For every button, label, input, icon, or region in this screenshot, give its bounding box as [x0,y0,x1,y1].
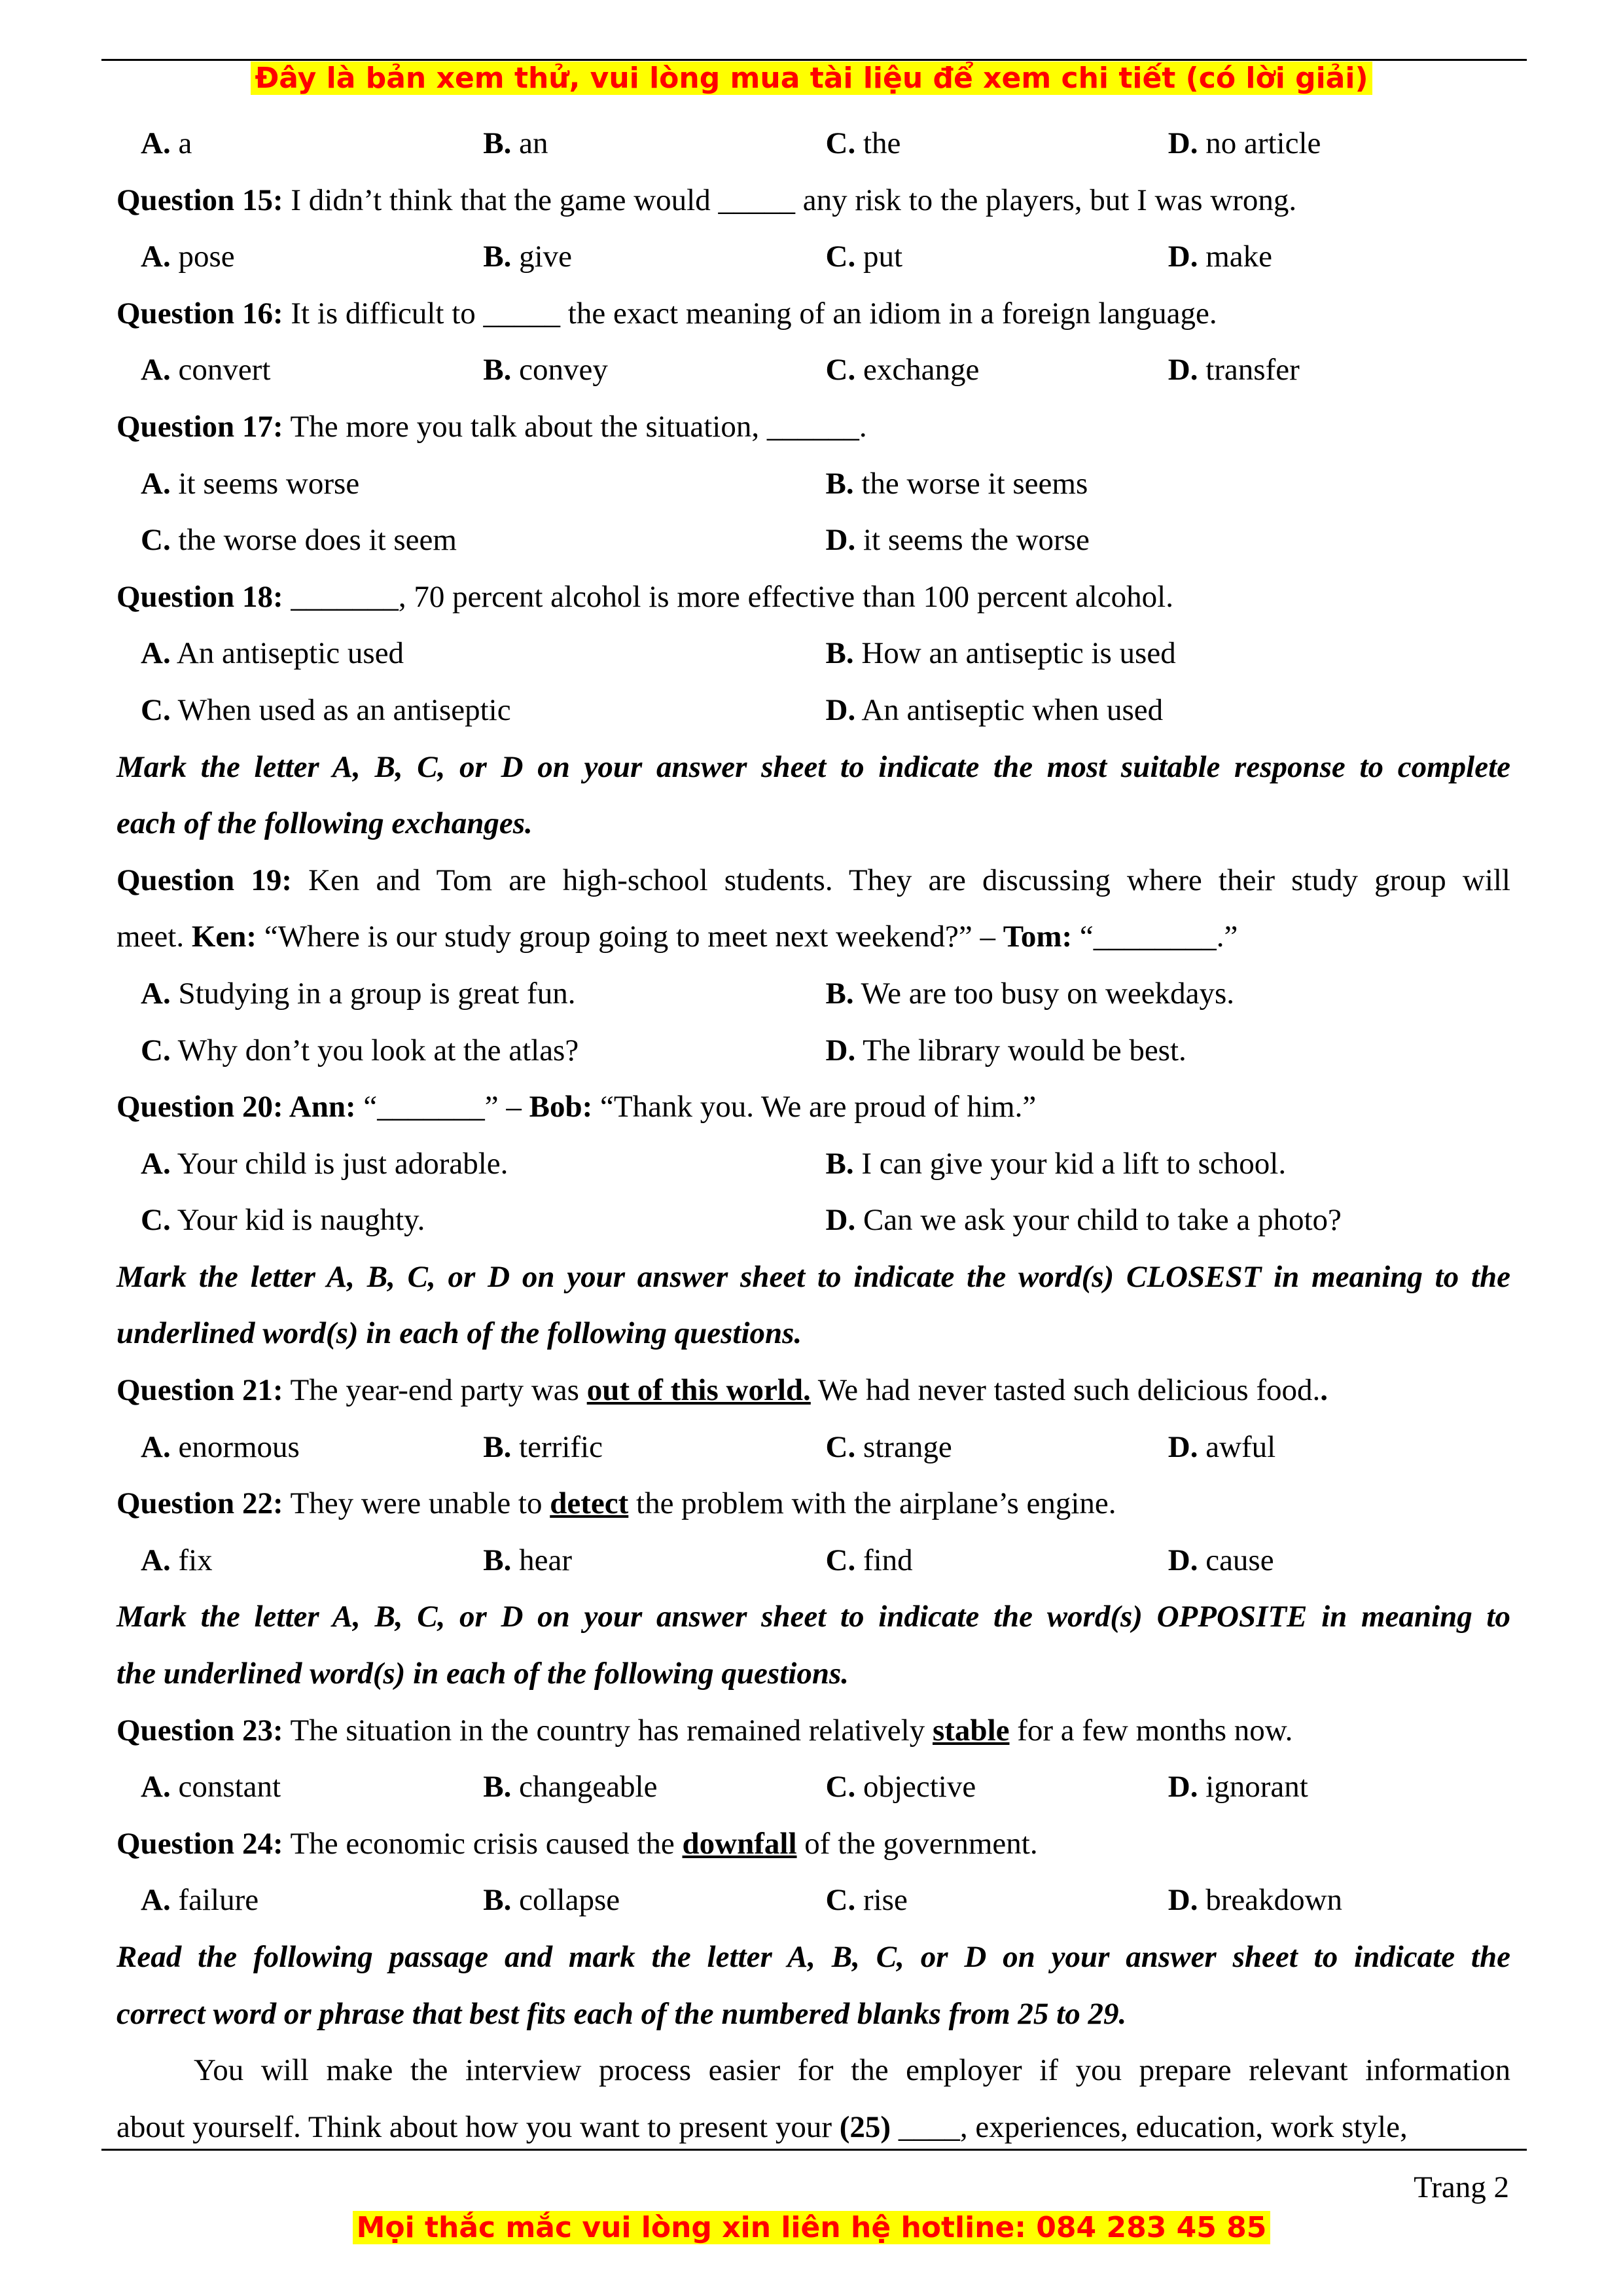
question-17: Question 17: The more you talk about the situation, ______. [116,409,867,444]
instruction-passage-line2: correct word or phrase that best fits each of the numbered blanks from 25 to 29. [116,1996,1127,2031]
option-a: A. it seems worse [141,466,360,501]
option-c: C. the [825,126,901,160]
underlined-word: detect [550,1486,629,1521]
question-16: Question 16: It is difficult to _____ the exact meaning of an idiom in a foreign language. [116,296,1217,331]
blank-number: (25) [839,2109,891,2144]
underlined-word: stable [932,1713,1010,1748]
bottom-rule [101,2149,1527,2151]
question-21: Question 21: The year-end party was out of this world. We had never tasted such delicious food.. [116,1373,1329,1408]
q16-options [116,342,1510,399]
option-a: A. enormous [141,1429,300,1464]
option-b: B. I can give your kid a lift to school. [825,1146,1287,1181]
hotline-banner [0,2211,1623,2244]
option-c: C. When used as an antiseptic [141,692,511,727]
preview-banner-text: Đây là bản xem thử, vui lòng mua tài liệu để xem chi tiết (có lời giải) [251,62,1372,95]
q17-options-row1 [116,456,1510,512]
option-a: A. pose [141,240,235,274]
option-c: C. put [825,240,903,274]
option-d: D. awful [1168,1429,1276,1464]
instruction-exchanges-line2: each of the following exchanges. [116,806,533,841]
option-c: C. exchange [825,353,980,387]
option-c: C. Why don’t you look at the atlas? [141,1033,579,1067]
option-b: B. We are too busy on weekdays. [825,976,1235,1011]
q14-options [116,115,1510,172]
option-b: B. an [483,126,548,160]
question-22: Question 22: They were unable to detect the problem with the airplane’s engine. [116,1486,1116,1521]
instruction-closest-line1: Mark the letter A, B, C, or D on your answer sheet to indicate the word(s) CLOSEST in meaning to the [116,1259,1510,1294]
q18-options-row2 [116,682,1510,739]
option-c: C. find [825,1543,913,1577]
underlined-phrase: out of this world. [586,1373,811,1408]
option-d: D. Can we ask your child to take a photo? [825,1203,1342,1238]
option-c: C. the worse does it seem [141,523,457,558]
underlined-word: downfall [682,1826,797,1861]
q19-options-row1 [116,965,1510,1022]
question-content [116,115,1510,2155]
option-d: D. make [1168,240,1272,274]
preview-banner [0,62,1623,95]
instruction-passage-line1: Read the following passage and mark the letter A, B, C, or D on your answer sheet to indicate the [116,1940,1510,1974]
q20-options-row1 [116,1136,1510,1193]
option-b: B. changeable [483,1770,658,1804]
option-c: C. rise [825,1883,908,1918]
top-rule [101,59,1527,61]
option-a: A. convert [141,353,271,387]
option-b: B. give [483,240,573,274]
option-a: A. constant [141,1770,281,1804]
question-20: Question 20: Ann: “_______” – Bob: “Thank you. We are proud of him.” [116,1090,1037,1124]
option-b: B. How an antiseptic is used [825,636,1176,671]
option-b: B. the worse it seems [825,466,1088,501]
instruction-opposite-line2: the underlined word(s) in each of the following questions. [116,1657,849,1691]
hotline-banner-text: Mọi thắc mắc vui lòng xin liên hệ hotline: 084 283 45 85 [353,2211,1271,2244]
option-d: D. no article [1168,126,1321,160]
option-b: B. convey [483,353,608,387]
option-d: D. ignorant [1168,1770,1308,1804]
instruction-exchanges-line1: Mark the letter A, B, C, or D on your answer sheet to indicate the most suitable response to complete [116,749,1510,784]
passage-line-1: You will make the interview process easier for the employer if you prepare relevant information [194,2053,1510,2088]
option-b: B. terrific [483,1429,603,1464]
q20-options-row2 [116,1192,1510,1249]
option-a: A. failure [141,1883,259,1918]
option-d: D. breakdown [1168,1883,1343,1918]
q18-options-row1 [116,625,1510,682]
question-18: Question 18: _______, 70 percent alcohol is more effective than 100 percent alcohol. [116,579,1173,614]
option-d: D. cause [1168,1543,1274,1577]
option-d: D. An antiseptic when used [825,692,1164,727]
question-24: Question 24: The economic crisis caused the downfall of the government. [116,1826,1038,1861]
option-a: A. An antiseptic used [141,636,404,671]
option-c: C. Your kid is naughty. [141,1203,425,1238]
question-23: Question 23: The situation in the country has remained relatively stable for a few months now. [116,1713,1293,1748]
page-number: Trang 2 [1414,2170,1509,2204]
option-a: A. Studying in a group is great fun. [141,976,576,1011]
option-d: D. it seems the worse [825,523,1090,558]
question-19: Question 19: Ken and Tom are high-school students. They are discussing where their study group will [116,863,1510,897]
option-b: B. hear [483,1543,572,1577]
question-15: Question 15: I didn’t think that the game would _____ any risk to the players, but I was wrong. [116,183,1297,217]
passage-line-2: about yourself. Think about how you want to present your (25) ____, experiences, education, work style, [116,2109,1408,2144]
q24-options [116,1872,1510,1929]
q22-options [116,1532,1510,1589]
option-a: A. a [141,126,192,160]
question-19-dialogue: meet. Ken: “Where is our study group going to meet next weekend?” – Tom: “________.” [116,920,1238,954]
option-a: A. Your child is just adorable. [141,1146,508,1181]
option-c: C. strange [825,1429,952,1464]
instruction-closest-line2: underlined word(s) in each of the following questions. [116,1316,802,1351]
option-a: A. fix [141,1543,213,1577]
option-d: D. The library would be best. [825,1033,1186,1067]
option-c: C. objective [825,1770,976,1804]
q23-options [116,1759,1510,1816]
instruction-opposite-line1: Mark the letter A, B, C, or D on your answer sheet to indicate the word(s) OPPOSITE in meaning to [116,1600,1510,1634]
option-b: B. collapse [483,1883,620,1918]
option-d: D. transfer [1168,353,1300,387]
q21-options [116,1419,1510,1476]
q15-options [116,228,1510,285]
q19-options-row2 [116,1022,1510,1079]
q17-options-row2 [116,512,1510,569]
